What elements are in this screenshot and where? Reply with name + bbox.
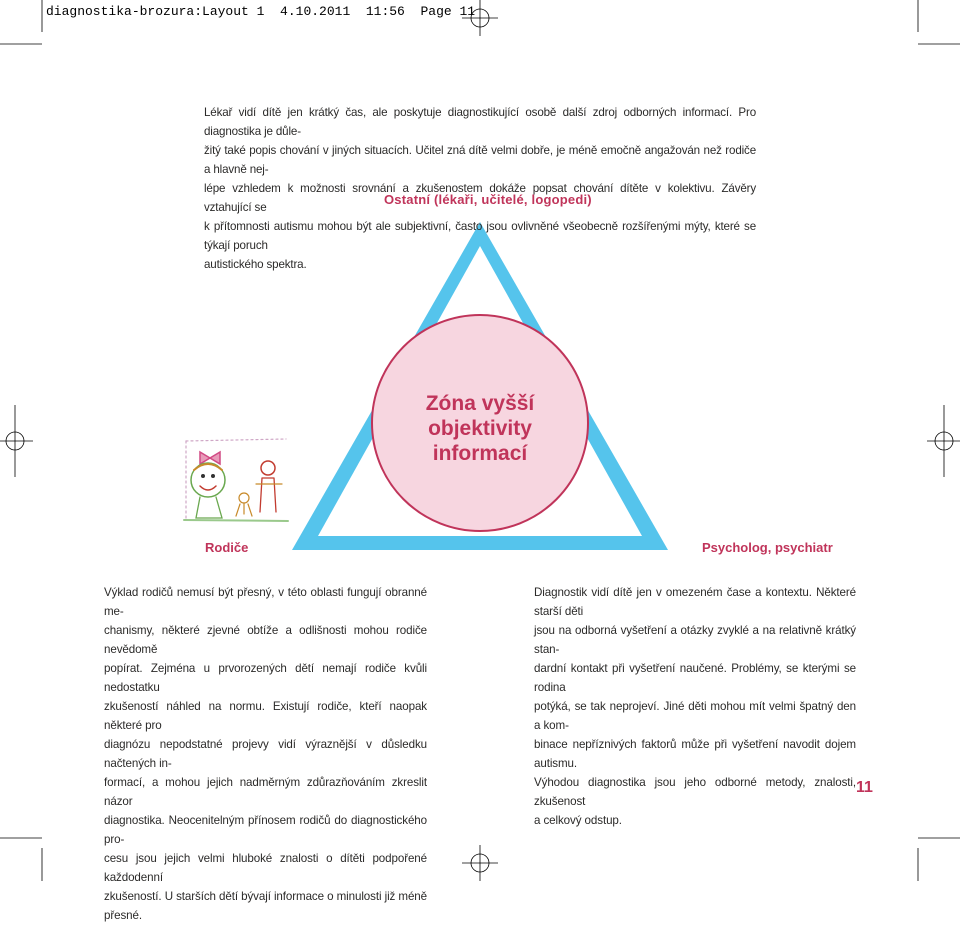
diagram-label-parents: Rodiče <box>205 540 249 555</box>
diagnostician-column <box>534 583 856 830</box>
zone-line: informací <box>432 442 528 465</box>
diagnostician-line: Výhodou diagnostika jsou jeho odborné metody, znalosti, zkušenost <box>534 776 856 808</box>
parents-line: cesu jsou jejich velmi hluboké znalosti o dítěti podpořené každodenní <box>104 852 427 884</box>
parents-line: formací, a mohou jejich nadměrným zdůrazňováním zkreslit názor <box>104 776 427 808</box>
parents-column <box>104 583 427 925</box>
parents-line: zkušeností náhled na normu. Existují rodiče, kteří naopak některé pro <box>104 700 427 732</box>
page-number: 11 <box>856 779 873 796</box>
parents-line: chanismy, některé zjevné obtíže a odlišnosti mohou rodiče nevědomě <box>104 624 427 656</box>
intro-line: autistického spektra. <box>204 258 307 271</box>
objectivity-zone-label <box>380 391 580 466</box>
intro-line: k přítomnosti autismu mohou být ale subjektivní, často jsou ovlivněné všeobecně rozšířenými mýty, které se týkají poruch <box>204 220 756 252</box>
diagnostician-line: Diagnostik vidí dítě jen v omezeném čase a kontextu. Některé starší děti <box>534 586 856 618</box>
parents-line: popírat. Zejména u prvorozených dětí nemají rodiče kvůli nedostatku <box>104 662 427 694</box>
diagram-label-others: Ostatní (lékaři, učitelé, logopedi) <box>384 192 592 207</box>
intro-line: žitý také popis chování v jiných situacích. Učitel zná dítě velmi dobře, je méně emočně angažován než rodiče a hlavně nej- <box>204 144 756 176</box>
intro-paragraph <box>204 103 756 274</box>
intro-line: lépe vzhledem k možnosti srovnání a zkušenostem dokáže popsat chování dítěte v kolektivu. Závěry vztahující se <box>204 182 756 214</box>
diagnostician-line: dardní kontakt při vyšetření naučené. Problémy, se kterými se rodina <box>534 662 856 694</box>
diagnostician-line: a celkový odstup. <box>534 814 622 827</box>
parents-line: Výklad rodičů nemusí být přesný, v této oblasti fungují obranné me- <box>104 586 427 618</box>
intro-line: Lékař vidí dítě jen krátký čas, ale poskytuje diagnostikující osobě další zdroj odborných informací. Pro diagnostika je důle- <box>204 106 756 138</box>
child-drawing-image <box>184 439 288 521</box>
diagnostician-line: jsou na odborná vyšetření a otázky zvyklé a na relativně krátký stan- <box>534 624 856 656</box>
zone-line: objektivity <box>428 417 532 440</box>
parents-line: diagnózu nepodstatné projevy vidí výraznější v důsledku načtených in- <box>104 738 427 770</box>
diagram-label-psychologist: Psycholog, psychiatr <box>702 540 833 555</box>
print-slug: diagnostika-brozura:Layout 1 4.10.2011 11:56 Page 11 <box>46 4 476 19</box>
parents-line: diagnostika. Neocenitelným přínosem rodičů do diagnostického pro- <box>104 814 427 846</box>
zone-line: Zóna vyšší <box>425 392 535 415</box>
diagnostician-line: potýká, se tak neprojeví. Jiné děti mohou mít velmi špatný den a kom- <box>534 700 856 732</box>
parents-line: zkušeností. U starších dětí bývají informace o minulosti již méně přesné. <box>104 890 427 922</box>
diagnostician-line: binace nepříznivých faktorů může při vyšetření navodit dojem autismu. <box>534 738 856 770</box>
